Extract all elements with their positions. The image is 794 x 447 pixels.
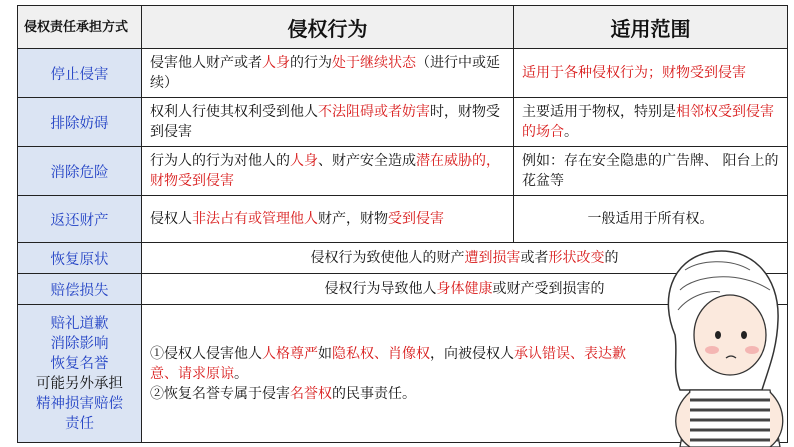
text-segment: 。 [234,365,248,382]
highlight-text: 名誉权 [290,385,332,402]
method-label: 消除危险 [18,147,142,196]
cartoon-girl-illustration [650,240,790,447]
text-segment: ①侵权人侵害他人 [150,345,262,362]
header-row [18,6,788,49]
table-row [18,196,788,243]
text-segment: 或财产受到损害的 [492,281,605,297]
highlight-text: 潜在威胁的，财物受到侵害 [150,153,500,189]
highlight-text: 适用于各种侵权行为；财物受到侵害 [522,65,746,81]
text-segment: 、财产安全造成 [318,153,416,169]
scope-cell [514,196,788,243]
header-behavior: 侵权行为 [142,6,514,49]
method-label: 精神损害赔偿 [36,395,123,412]
scope-cell [514,98,788,147]
method-label: 停止侵害 [18,49,142,98]
text-segment: 侵害他人财产或者 [150,55,262,71]
text-segment: 或者 [520,250,549,266]
method-label: 责任 [65,415,94,432]
text-segment: 的民事责任。 [332,385,416,402]
highlight-text: 隐私权、肖像权 [332,345,430,362]
text-segment: （进行中或延续） [150,55,500,91]
text-segment: 的 [604,250,619,266]
behavior-cell [142,147,514,196]
method-label: 赔礼道歉 [50,315,109,332]
method-label: 排除妨碍 [18,98,142,147]
behavior-cell [142,196,514,243]
text-segment: 主要适用于物权，特别是 [522,104,676,120]
highlight-text: 人身 [290,153,318,169]
text-segment: 行为人的行为对他人的 [150,153,290,169]
method-label: 返还财产 [18,196,142,243]
text-segment: ②恢复名誉专属于侵害 [150,385,290,402]
text-segment: 权利人行使其权利受到他人 [150,104,318,120]
text-segment: 侵权行为导致他人 [324,281,437,297]
method-note: 可能另外承担 [36,375,123,392]
text-segment: 侵权人 [150,211,192,227]
header-method: 侵权责任承担方式 [18,6,142,49]
text-segment: 财产，财物 [318,211,388,227]
table-row [18,49,788,98]
highlight-text: 承认错误、表达歉意、请求原谅 [150,345,626,382]
highlight-text: 形状改变 [548,250,605,266]
highlight-text: 人格尊严 [262,345,318,362]
text-segment: 如 [318,345,332,362]
highlight-text: 处于继续状态 [332,55,416,71]
highlight-text: 遭到损害 [464,250,521,266]
text-segment: ，向被侵权人 [430,345,514,362]
table-row [18,147,788,196]
table-row [18,98,788,147]
behavior-cell [142,49,514,98]
text-segment: 时，财物受到侵害 [150,104,500,140]
highlight-text: 相邻权受到侵害的场合 [522,104,774,140]
header-scope: 适用范围 [514,6,788,49]
method-label: 恢复名誉 [50,355,109,372]
text-segment: 。 [564,124,578,140]
behavior-cell [142,98,514,147]
text-segment: 侵权行为致使他人的财产 [310,250,465,266]
scope-cell [514,147,788,196]
text-segment: 一般适用于所有权。 [587,211,714,227]
text-segment: 的行为 [290,55,332,71]
highlight-text: 不法阻碍或者妨害 [318,104,430,120]
method-label: 消除影响 [50,335,109,352]
text-segment: 例如：存在安全隐患的广告牌、 阳台上的花盆等 [522,153,779,189]
method-label-group [18,305,142,443]
method-label: 恢复原状 [18,243,142,274]
highlight-text: 人身 [262,55,290,71]
scope-cell [514,49,788,98]
highlight-text: 非法占有或管理他人 [192,211,318,227]
method-label: 赔偿损失 [18,274,142,305]
highlight-text: 身体健康 [436,281,493,297]
highlight-text: 受到侵害 [388,211,444,227]
